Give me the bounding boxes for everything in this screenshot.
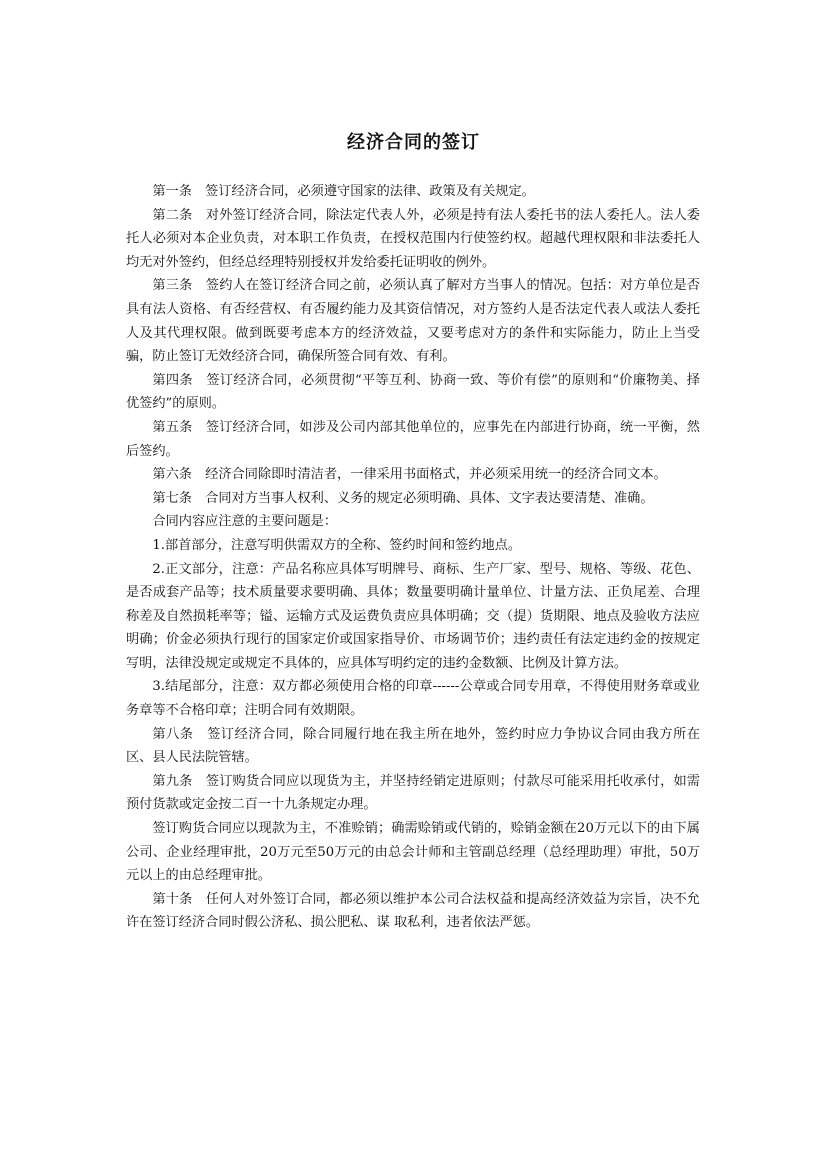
paragraph-article-7: 第七条 合同对方当事人权利、义务的规定必须明确、具体、文字表达要清楚、准确。 — [152, 490, 654, 506]
paragraph-article-4: 第四条 签订经济合同，必须贯彻“平等互利、协商一致、等价有偿”的原则和“价廉物美、择优签约”的原则。 — [126, 372, 700, 412]
paragraph-note-2: 2.正文部分，注意：产品名称应具体写明牌号、商标、生产厂家、型号、规格、等级、花色、是否成套产品等；技术质量要求要明确、具体；数量要明确计量单位、计量方法、正负尾差、合理称差及自然损耗率等；镒、运输方式及运费负责应具体明确；交（提）货期限、地点及验收方法应明确；价金必须执行现行的国家定价或国家指导价、市场调节价；违约责任有法定违约金的按规定写明，法律没规定或规定不具体的，应具体写明约定的违约金数额、比例及计算方法。 — [126, 561, 700, 671]
paragraph-note-1: 1.部首部分，注意写明供需双方的全称、签约时间和签约地点。 — [152, 537, 522, 553]
paragraph-article-10: 第十条 任何人对外签订合同，都必须以维护本公司合法权益和提高经济效益为宗旨，决不允许在签订经济合同时假公济私、损公肥私、谋 取私利，违者依法严惩。 — [126, 891, 700, 931]
paragraph-article-6: 第六条 经济合同除即时清洁者，一律采用书面格式，并必须采用统一的经济合同文本。 — [152, 467, 667, 483]
paragraph-article-3: 第三条 签约人在签订经济合同之前，必须认真了解对方当事人的情况。包括：对方单位是否具有法人资格、有否经营权、有否履约能力及其资信情况，对方签约人是否法定代表人或法人委托人及其代理权限。做到既要考虑本方的经济效益，又要考虑对方的条件和实际能力，防止上当受骗，防止签订无效经济合同，确保所签合同有效、有利。 — [126, 278, 700, 365]
paragraph-note-3: 3.结尾部分，注意：双方都必须使用合格的印章------公章或合同专用章，不得使用财务章或业务章等不合格印章；注明合同有效期限。 — [126, 679, 700, 719]
document-body — [126, 180, 700, 935]
paragraph-article-8: 第八条 签订经济合同，除合同履行地在我主所在地外，签约时应力争协议合同由我方所在区、县人民法院管辖。 — [126, 726, 700, 766]
paragraph-article-9-sales: 签订购货合同应以现款为主，不准赊销；确需赊销或代销的，赊销金额在20万元以下的由下属公司、企业经理审批，20万元至50万元的由总会计师和主管副总经理（总经理助理）审批，50万元以上的由总经理审批。 — [126, 821, 700, 884]
paragraph-article-5: 第五条 签订经济合同，如涉及公司内部其他单位的，应事先在内部进行协商，统一平衡，然后签约。 — [126, 419, 700, 459]
document-title: 经济合同的签订 — [347, 132, 480, 153]
paragraph-article-2: 第二条 对外签订经济合同，除法定代表人外，必须是持有法人委托书的法人委托人。法人委托人必须对本企业负责，对本职工作负责，在授权范围内行使签约权。超越代理权限和非法委托人均无对外签约，但经总经理特别授权并发给委托证明收的例外。 — [126, 207, 700, 270]
paragraph-article-9: 第九条 签订购货合同应以现货为主，并坚持经销定进原则；付款尽可能采用托收承付，如需预付货款或定金按二百一十九条规定办理。 — [126, 773, 700, 813]
paragraph-article-1: 第一条 签订经济合同，必须遵守国家的法律、政策及有关规定。 — [152, 184, 535, 199]
paragraph-contract-notes-heading: 合同内容应注意的主要问题是： — [152, 514, 338, 530]
